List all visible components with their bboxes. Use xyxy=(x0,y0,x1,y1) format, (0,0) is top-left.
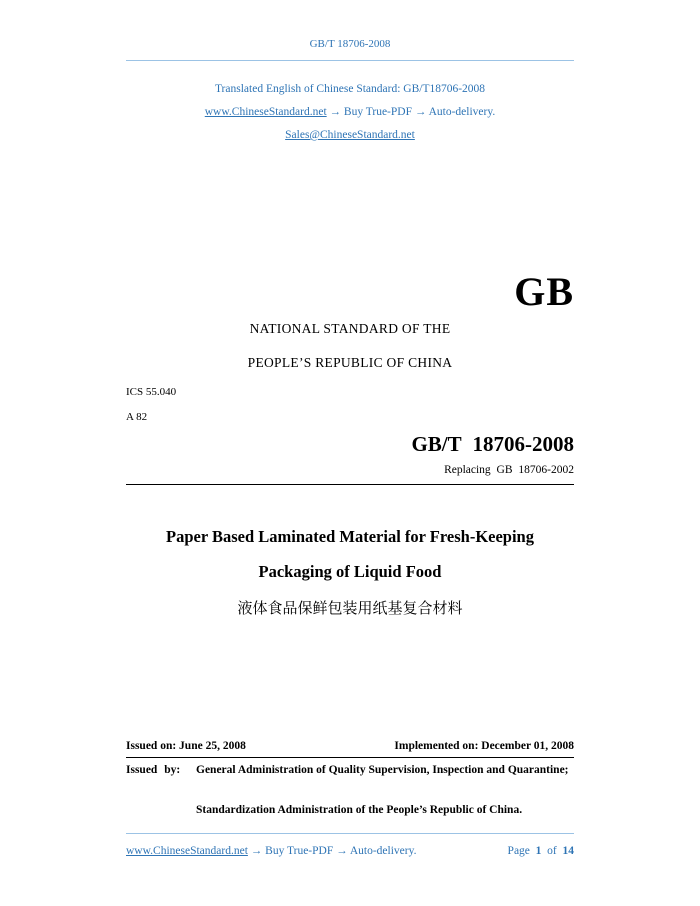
footer-purchase-text: → Buy True-PDF → Auto-delivery. xyxy=(247,845,417,857)
page-word: Page xyxy=(507,845,530,857)
title-chinese: 液体食品保鲜包装用纸基复合材料 xyxy=(237,599,463,617)
replacing-note: Replacing GB 18706-2002 xyxy=(444,464,574,476)
national-standard-line2: PEOPLE’S REPUBLIC OF CHINA xyxy=(247,355,453,370)
issued-on: Issued on: June 25, 2008 xyxy=(126,740,246,752)
footer-purchase-line xyxy=(126,845,416,857)
ccs-code: A 82 xyxy=(126,411,148,423)
dates-row xyxy=(126,740,574,752)
translation-notice: Translated English of Chinese Standard: GB/T18706-2008 xyxy=(214,83,486,95)
footer xyxy=(126,845,574,857)
running-header: GB/T 18706-2008 xyxy=(309,38,391,50)
site-link[interactable]: www.ChineseStandard.net xyxy=(204,106,327,118)
page-number: 1 xyxy=(535,845,542,857)
gb-logo: GB xyxy=(514,269,574,314)
issuer-label: Issued by: xyxy=(126,764,181,776)
purchase-line xyxy=(0,106,700,118)
of-word: of xyxy=(547,845,557,857)
footer-divider xyxy=(126,833,574,834)
dates-divider xyxy=(126,757,574,758)
email-link[interactable]: Sales@ChineseStandard.net xyxy=(285,129,415,141)
national-standard-line1: NATIONAL STANDARD OF THE xyxy=(249,321,451,336)
header-divider xyxy=(126,60,574,61)
page-indicator xyxy=(508,845,574,857)
title-line1: Paper Based Laminated Material for Fresh-Keeping xyxy=(165,527,534,546)
issuer-org2: Standardization Administration of the People’s Republic of China. xyxy=(196,804,523,816)
footer-site-link[interactable]: www.ChineseStandard.net xyxy=(126,845,248,857)
issuer-org1: General Administration of Quality Supervision, Inspection and Quarantine; xyxy=(196,764,569,776)
email-line xyxy=(0,129,700,141)
implemented-on: Implemented on: December 01, 2008 xyxy=(394,740,574,752)
ics-code: ICS 55.040 xyxy=(126,386,177,398)
standard-number: GB/T 18706-2008 xyxy=(411,432,574,456)
standard-divider xyxy=(126,484,574,485)
page-total: 14 xyxy=(562,845,574,857)
title-line2: Packaging of Liquid Food xyxy=(258,562,442,581)
purchase-text: → Buy True-PDF → Auto-delivery. xyxy=(326,106,496,118)
